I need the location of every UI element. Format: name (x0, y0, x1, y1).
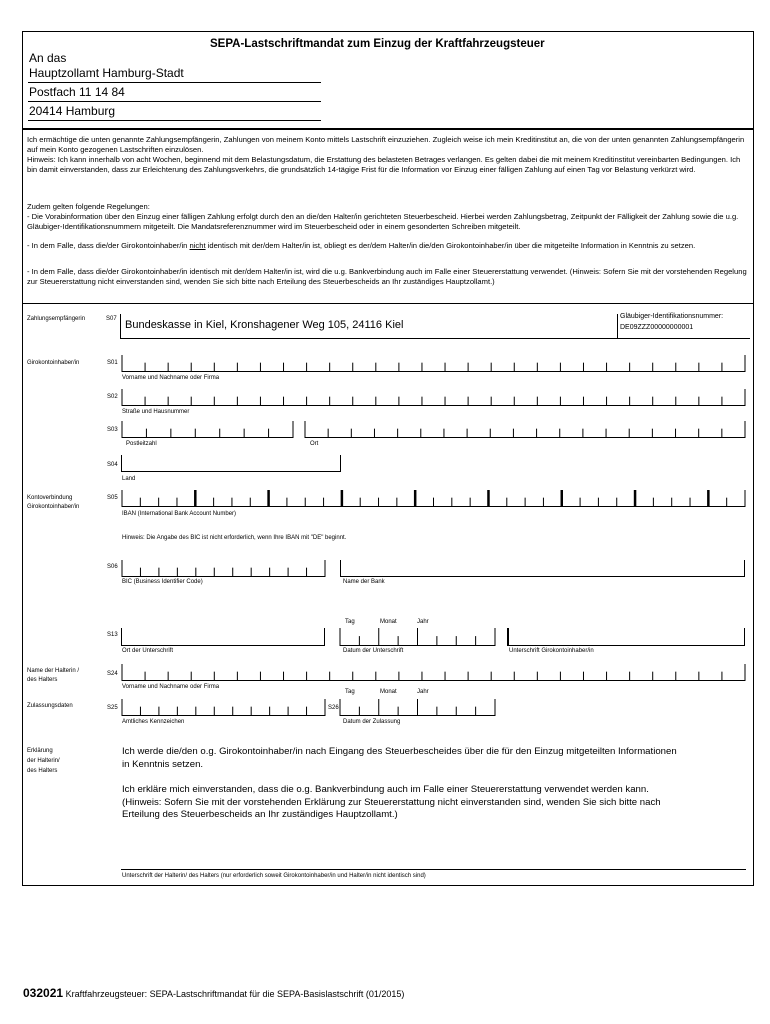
account-holder-label: Girokontoinhaber/in (27, 360, 80, 366)
creditor-id: DE09ZZZ00000000001 (620, 324, 694, 331)
footer (23, 987, 404, 999)
s25-code: S25 (107, 705, 118, 711)
keeper-label-2: des Halters (27, 677, 58, 683)
bic-hint: Hinweis: Die Angabe des BIC ist nicht erforderlich, wenn Ihre IBAN mit "DE" beginnt. (122, 535, 347, 541)
name-label: Vorname und Nachname oder Firma (122, 375, 220, 381)
s04-code: S04 (107, 462, 118, 468)
city-comb-field[interactable] (0, 421, 770, 438)
keeper-month-label: Monat (380, 689, 397, 695)
signature-field[interactable] (507, 628, 745, 646)
address-line-3: Postfach 11 14 84 (29, 85, 125, 99)
iban-label: IBAN (International Bank Account Number) (122, 511, 237, 517)
bank-section-label-2: Girokontoinhaber/in (27, 504, 80, 510)
keeper-name-label: Vorname und Nachname oder Firma (122, 684, 220, 690)
address-line-4: 20414 Hamburg (29, 104, 116, 118)
s26-code: S26 (328, 705, 339, 711)
intro-paragraph-2: Hinweis: Ich kann innerhalb von acht Wochen, beginnend mit dem Belastungsdatum, die Erstattung des belasteten Betrages verlangen. Es gelten dabei die mit meinem Kreditinstitut vereinbarten Bedingungen. Ich bin damit einverstanden, dass zur Erleichterung des Zahlungsverkehrs, die grundsätzlich 14-tägige Frist für die Information vor Einzug einer fälligen Zahlung auf einen Tag vor Belastung verkürzt wird. (27, 155, 741, 174)
registration-date-label: Datum der Zulassung (343, 719, 401, 725)
signature-place-label: Ort der Unterschrift (122, 648, 174, 654)
s24-code: S24 (107, 671, 118, 677)
keeper-day-label: Tag (345, 689, 355, 695)
payee-label: Zahlungsempfängerin (27, 316, 86, 322)
rule-1: - Die Vorabinformation über den Einzug einer fälligen Zahlung erfolgt durch den an die/den Halter/in gerichteten Steuerbescheid. Hierbei werden Zahlungsbetrag, Zeitpunkt der Fälligkeit der Zahlung sowie die u.g. Gläubiger-Identifikationsnummern mitgeteilt. Die Mandatsreferenznummer wird im Steuerbescheid oder in einem gesonderten Schreiben mitgeteilt. (27, 212, 739, 231)
keeper-label-1: Name der Halterin / (27, 668, 80, 674)
rules-heading: Zudem gelten folgende Regelungen: (27, 202, 150, 211)
payee-value: Bundeskasse in Kiel, Kronshagener Weg 105, 24116 Kiel (125, 319, 404, 331)
s02-code: S02 (107, 394, 118, 400)
street-comb-field[interactable] (0, 389, 770, 406)
declaration-paragraph-1: Ich werde die/den o.g. Girokontoinhaber/in nach Eingang des Steuerbescheides über die für den Einzug mitgeteilten Informationen in Kenntnis setzen. (122, 746, 677, 770)
registration-date-comb-field[interactable] (0, 699, 770, 716)
street-label: Straße und Hausnummer (122, 409, 190, 415)
address-line-1: An das (29, 51, 67, 65)
bank-name-field[interactable] (340, 560, 745, 577)
city-label: Ort (310, 441, 319, 447)
page-title: SEPA-Lastschriftmandat zum Einzug der Kraftfahrzeugsteuer (210, 38, 545, 50)
keeper-year-label: Jahr (417, 689, 429, 695)
s03-code: S03 (107, 427, 118, 433)
plate-label: Amtliches Kennzeichen (122, 719, 185, 725)
keeper-signature-label: Unterschrift der Halterin/ des Halters (nur erforderlich soweit Girokontoinhaber/in und Halter/in nicht identisch sind) (122, 873, 426, 879)
s13-code: S13 (107, 632, 118, 638)
bic-label: BIC (Business Identifier Code) (122, 579, 203, 585)
declaration-paragraph-2: Ich erkläre mich einverstanden, dass die o.g. Bankverbindung auch im Falle einer Steuererstattung verwendet werden kann. (Hinweis: Sofern Sie mit der vorstehenden Erklärung zur Steuererstattung nicht einverstanden sind, wenden Sie sich bitte nach Erteilung des Steuerbescheids an Ihr zuständiges Hauptzollamt.) (122, 784, 661, 820)
signature-label: Unterschrift Girokontoinhaber/in (509, 648, 594, 654)
form-number: 032021 (23, 986, 64, 1000)
declaration-label-2: der Halterin/ (27, 758, 60, 764)
signature-date-label: Datum der Unterschrift (343, 648, 404, 654)
iban-comb-field[interactable] (0, 490, 770, 507)
postcode-label: Postleitzahl (126, 441, 157, 447)
payee-code: S07 (106, 316, 117, 322)
intro-paragraph-1: Ich ermächtige die unten genannte Zahlungsempfängerin, Zahlungen von meinem Konto mittels Lastschrift einzuziehen. Zugleich weise ich mein Kreditinstitut an, die von der unten genannten Zahlungsempfängerin auf mein Konto gezogenen Lastschriften einzulösen. (27, 135, 745, 154)
country-label: Land (122, 476, 136, 482)
country-field[interactable] (121, 455, 341, 472)
address-line-2: Hauptzollamt Hamburg-Stadt (29, 66, 184, 80)
creditor-id-label: Gläubiger-Identifikationsnummer: (620, 313, 724, 320)
declaration-label-3: des Halters (27, 768, 58, 774)
sig-year-label: Jahr (417, 619, 429, 625)
keeper-name-comb-field[interactable] (0, 664, 770, 681)
s06-code: S06 (107, 564, 118, 570)
s01-code: S01 (107, 360, 118, 366)
sig-month-label: Monat (380, 619, 397, 625)
sig-day-label: Tag (345, 619, 355, 625)
bank-name-label: Name der Bank (343, 579, 385, 585)
rule-3: - In dem Falle, dass die/der Girokontoinhaber/in identisch mit der/dem Halter/in ist, wird die u.g. Bankverbindung auch im Falle einer Steuererstattung verwendet. (Hinweis: Sofern Sie mit der vorstehenden Regelung zur Steuererstattung nicht einverstanden sind, wenden Sie sich bitte nach Erteilung des Steuerbescheids an Ihr zuständiges Hauptzollamt.) (27, 267, 747, 286)
keeper-signature-line[interactable] (121, 869, 746, 870)
rule-2: - In dem Falle, dass die/der Girokontoinhaber/in nicht identisch mit der/dem Halter/in ist, obliegt es der/dem Halter/in die/den Girokontoinhaber/in über die mitgeteilte Information in Kenntnis zu setzen. (27, 241, 696, 250)
declaration-label-1: Erklärung (27, 748, 53, 754)
name-comb-field[interactable] (0, 355, 770, 372)
footer-text: Kraftfahrzeugsteuer: SEPA-Lastschriftmandat für die SEPA-Basislastschrift (01/2015) (65, 989, 405, 999)
registration-label: Zulassungsdaten (27, 703, 73, 709)
bank-section-label-1: Kontoverbindung (27, 495, 73, 501)
s05-code: S05 (107, 495, 118, 501)
